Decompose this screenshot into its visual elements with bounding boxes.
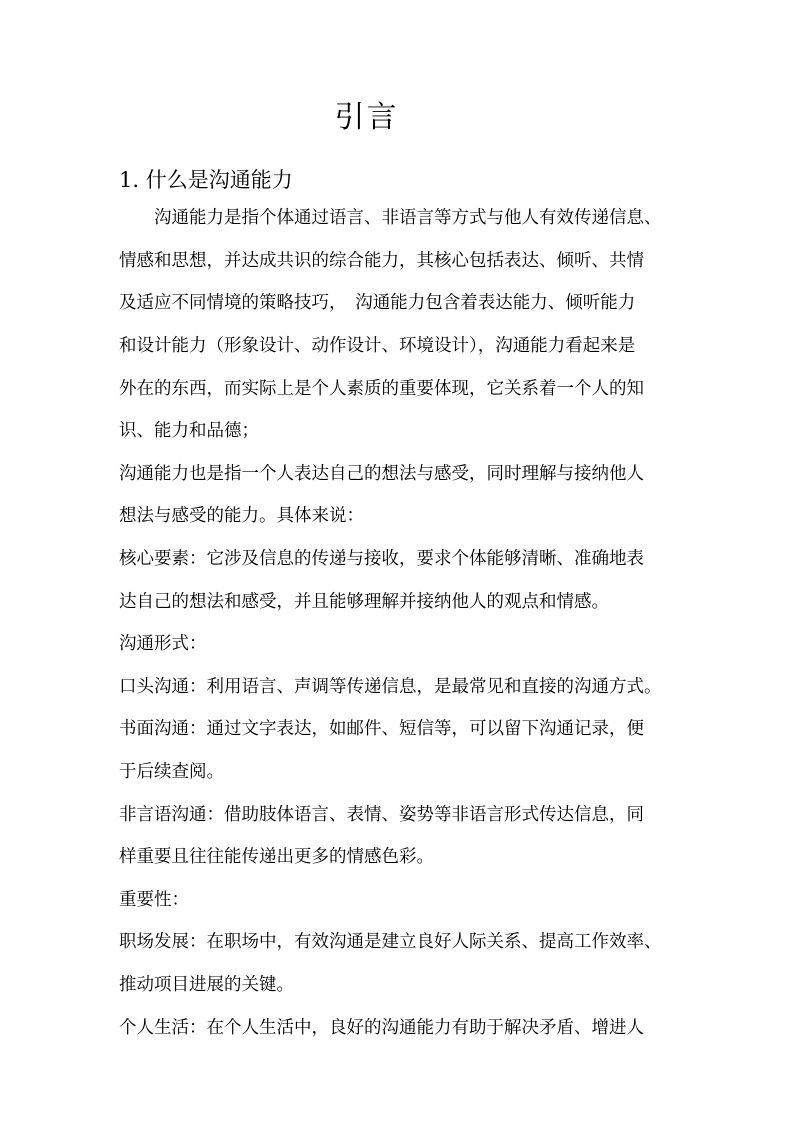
paragraph-line: 样重要且往往能传递出更多的情感色彩。 [119,847,434,867]
paragraph-line: 于后续查阅。 [119,762,224,782]
paragraph-line: 想法与感受的能力。具体来说： [119,506,364,526]
section-heading: 1. 什么是沟通能力 [119,168,293,192]
paragraph-line: 书面沟通：通过文字表达，如邮件、短信等，可以留下沟通记录，便 [119,719,644,739]
paragraph-line: 重要性： [119,890,189,910]
paragraph-line: 职场发展：在职场中，有效沟通是建立良好人际关系、提高工作效率、 [119,932,662,952]
paragraph-line: 核心要素：它涉及信息的传递与接收，要求个体能够清晰、准确地表 [119,549,644,569]
paragraph-line: 推动项目进展的关键。 [119,975,294,995]
paragraph-line: 外在的东西，而实际上是个人素质的重要体现，它关系着一个人的知 [119,379,644,399]
page-title: 引言 [334,100,399,135]
paragraph-line: 及适应不同情境的策略技巧， 沟通能力包含着表达能力、倾听能力 [119,293,636,313]
paragraph-line: 沟通能力也是指一个人表达自己的想法与感受，同时理解与接纳他人 [119,464,644,484]
paragraph-line: 口头沟通：利用语言、声调等传递信息，是最常见和直接的沟通方式。 [119,677,662,697]
paragraph-line: 沟通能力是指个体通过语言、非语言等方式与他人有效传递信息、 [154,208,662,228]
paragraph-line: 识、能力和品德； [119,421,259,441]
paragraph-line: 达自己的想法和感受，并且能够理解并接纳他人的观点和情感。 [119,592,609,612]
paragraph-line: 非言语沟通：借助肢体语言、表情、姿势等非语言形式传达信息，同 [119,805,644,825]
paragraph-line: 和设计能力（形象设计、动作设计、环境设计），沟通能力看起来是 [119,336,636,356]
paragraph-line: 个人生活：在个人生活中，良好的沟通能力有助于解决矛盾、增进人 [119,1018,644,1038]
paragraph-line: 情感和思想，并达成共识的综合能力，其核心包括表达、倾听、共情 [119,251,644,271]
paragraph-line: 沟通形式： [119,634,207,654]
